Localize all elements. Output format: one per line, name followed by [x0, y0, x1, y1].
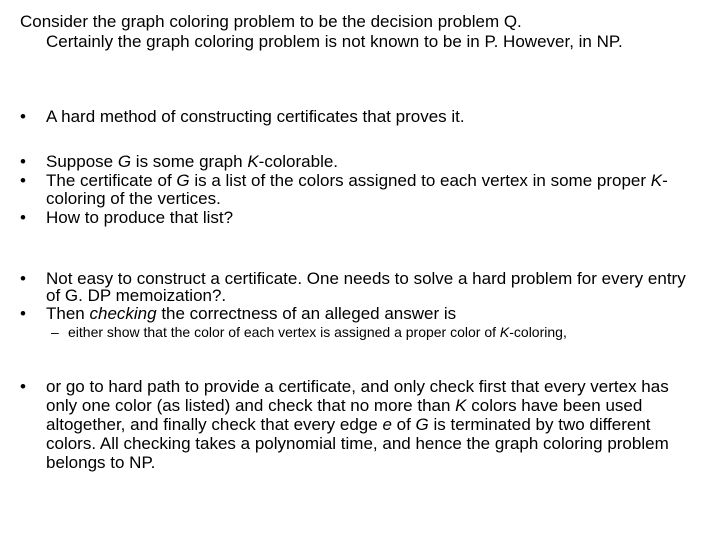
sub-bullet-either-show: – either show that the color of each vertex is assigned a proper color of K-coloring,	[46, 324, 700, 341]
bullet-group-1	[20, 108, 700, 126]
bullet-certificate-of-g: • The certificate of G is a list of the colors assigned to each vertex in some proper K-coloring of the vertices.	[20, 172, 700, 208]
sub-bullet-list	[46, 324, 700, 341]
bullet-produce-list: • How to produce that list?	[20, 209, 700, 227]
bullet-group-4	[20, 377, 700, 472]
bullet-group-3	[20, 270, 700, 342]
intro-line-1: Consider the graph coloring problem to be the decision problem Q.	[20, 12, 522, 31]
bullet-hard-method: • A hard method of constructing certificates that proves it.	[20, 108, 700, 126]
bullet-suppose-g: • Suppose G is some graph K-colorable.	[20, 153, 700, 171]
intro-line-2: Certainly the graph coloring problem is not known to be in P. However, in NP.	[46, 32, 623, 51]
bullet-not-easy: • Not easy to construct a certificate. One needs to solve a hard problem for every entry of G. DP memoization?.	[20, 270, 700, 304]
bullet-then-checking: • Then checking the correctness of an alleged answer is – either show that the color of each vertex is assigned a proper color of K-coloring,	[20, 305, 700, 341]
bullet-group-2	[20, 153, 700, 228]
intro-paragraph	[20, 12, 700, 52]
bullet-hard-path: • or go to hard path to provide a certificate, and only check first that every vertex has only one color (as listed) and check that no more than K colors have been used altogether, and finally check that every edge e of G is terminated by two different colors. All checking takes a polynomial time, and hence the graph coloring problem belongs to NP.	[20, 377, 700, 472]
